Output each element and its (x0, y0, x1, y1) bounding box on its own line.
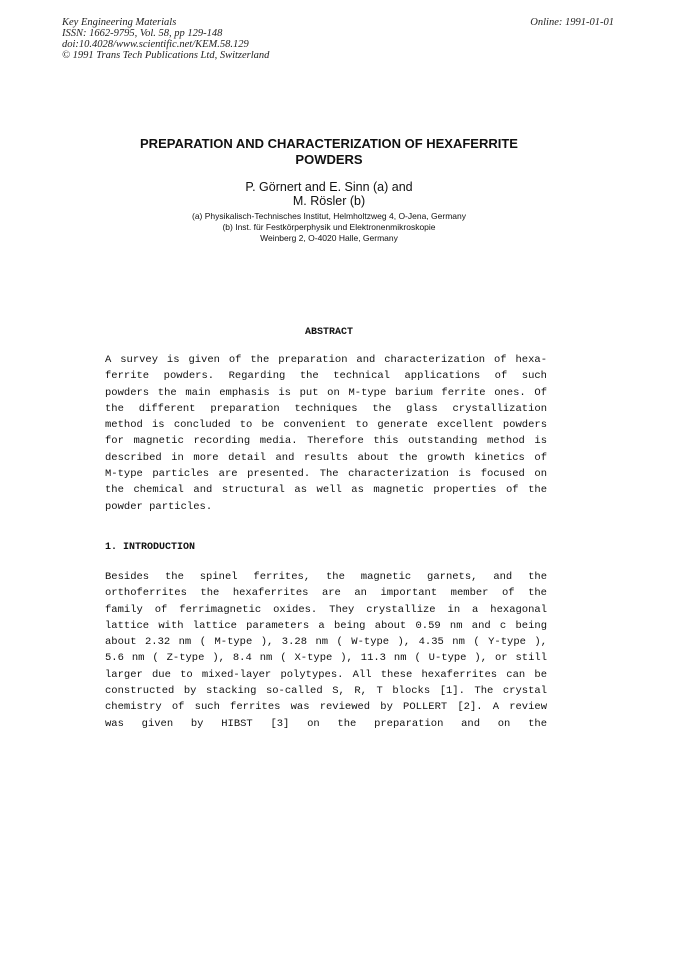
introduction-line: larger due to mixed-layer polytypes. All these hexaferrites can be (105, 668, 547, 681)
introduction-line: family of ferrimagnetic oxides. They crystallize in a hexagonal (105, 603, 547, 616)
introduction-heading: 1. INTRODUCTION (105, 542, 196, 553)
affiliation-b-address: Weinberg 2, O-4020 Halle, Germany (260, 233, 398, 243)
introduction-line: lattice with lattice parameters a being about 0.59 nm and c being (105, 619, 547, 632)
introduction-line: about 2.32 nm ( M-type ), 3.28 nm ( W-type ), 4.35 nm ( Y-type ), (105, 636, 547, 649)
introduction-line: was given by HIBST [3] on the preparation and on the (105, 717, 547, 730)
introduction-body (105, 569, 547, 732)
introduction-line: chemistry of such ferrites was reviewed by POLLERT [2]. A review (105, 701, 547, 714)
affiliation-b: (b) Inst. für Festkörperphysik und Elektronenmikroskopie (222, 222, 436, 232)
abstract-line: the different preparation techniques the glass crystallization (105, 402, 547, 415)
author-list (100, 180, 558, 208)
abstract-heading: ABSTRACT (304, 327, 353, 338)
authors-line-2: M. Rösler (b) (292, 194, 366, 208)
affiliations (100, 211, 558, 244)
abstract-line: for magnetic recording media. Therefore this outstanding method is (105, 435, 547, 448)
affiliation-a: (a) Physikalisch-Technisches Institut, Helmholtzweg 4, O-Jena, Germany (192, 211, 466, 221)
abstract-line: described in more detail and results about the growth kinetics of (105, 451, 547, 464)
abstract-line: powder particles. (105, 500, 213, 513)
abstract-line: A survey is given of the preparation and characterization of hexa- (105, 354, 547, 366)
abstract-line: ferrite powders. Regarding the technical applications of such (105, 370, 547, 383)
title-line-2: POWDERS (295, 152, 363, 167)
authors-line-1: P. Görnert and E. Sinn (a) and (245, 180, 413, 194)
copyright-line: © 1991 Trans Tech Publications Ltd, Switzerland (62, 50, 270, 61)
doi-link[interactable]: doi:10.4028/www.scientific.net/KEM.58.129 (62, 39, 249, 50)
abstract-line: M-type particles are presented. The characterization is focused on (105, 468, 547, 481)
journal-name: Key Engineering Materials (62, 17, 177, 28)
abstract-body (105, 352, 547, 515)
abstract-line: method is concluded to be convenient to generate excellent powders (105, 419, 547, 432)
abstract-line: powders the main emphasis is put on M-type barium ferrite ones. Of (105, 386, 547, 399)
abstract-line: the chemical and structural as well as magnetic properties of the (105, 484, 547, 497)
issn-volume-pages: ISSN: 1662-9795, Vol. 58, pp 129-148 (62, 28, 223, 39)
introduction-line: orthoferrites the hexaferrites are an important member of the (105, 587, 547, 600)
paper-title (100, 136, 558, 168)
introduction-line: Besides the spinel ferrites, the magnetic garnets, and the (105, 571, 547, 583)
introduction-line: constructed by stacking so-called S, R, T blocks [1]. The crystal (105, 685, 547, 698)
online-date: Online: 1991-01-01 (530, 17, 614, 28)
title-line-1: PREPARATION AND CHARACTERIZATION OF HEXAFERRITE (140, 136, 518, 151)
introduction-line: 5.6 nm ( Z-type ), 8.4 nm ( X-type ), 11.3 nm ( U-type ), or still (105, 652, 547, 665)
citation-header (62, 17, 269, 61)
